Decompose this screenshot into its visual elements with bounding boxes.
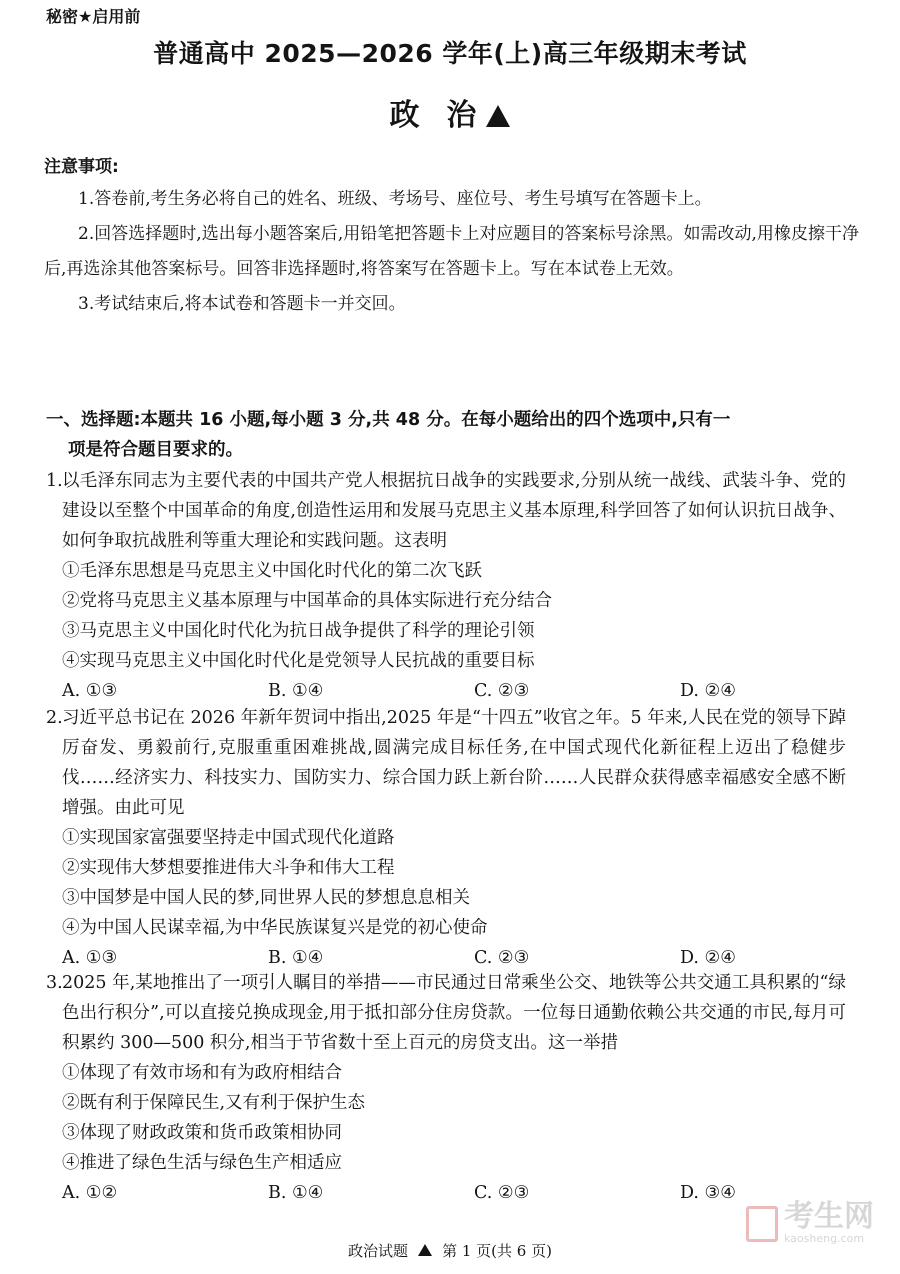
triangle-icon [486, 105, 510, 127]
triangle-icon [418, 1244, 432, 1256]
option-c: C. ②③ [474, 681, 530, 701]
watermark-logo-icon [746, 1206, 778, 1242]
question-number: 3. [46, 973, 63, 993]
option-c: C. ②③ [474, 1183, 530, 1203]
watermark-url: kaosheng.com [784, 1232, 865, 1245]
question-stem [46, 466, 846, 556]
question-text: 习近平总书记在 2026 年新年贺词中指出,2025 年是“十四五”收官之年。5 年来,人民在党的领导下踔厉奋发、勇毅前行,克服重重困难挑战,圆满完成目标任务,在中国式现代化新征程上迈出了稳健步伐……经济实力、科技实力、国防实力、综合国力跃上新台阶……人民群众获得感幸福感安全感不断增强。由此可见 [62, 708, 846, 818]
question-text: 2025 年,某地推出了一项引人瞩目的举措——市民通过日常乘坐公交、地铁等公共交通工具积累的“绿色出行积分”,可以直接兑换成现金,用于抵扣部分住房贷款。一位每日通勤依赖公共交通的市民,每月可积累约 300—500 积分,相当于节省数十至上百元的房贷支出。这一举措 [62, 973, 846, 1053]
notice-item: 1.答卷前,考生务必将自己的姓名、班级、考场号、座位号、考生号填写在答题卡上。 [78, 189, 712, 209]
statement: ①实现国家富强要坚持走中国式现代化道路 [62, 828, 395, 848]
section-heading-line: 项是符合题目要求的。 [68, 440, 243, 460]
option-a: A. ①③ [62, 948, 118, 968]
option-b: B. ①④ [268, 681, 324, 701]
footer-subject: 政治试题 [348, 1242, 409, 1260]
statement: ①毛泽东思想是马克思主义中国化时代化的第二次飞跃 [62, 561, 482, 581]
question-text: 以毛泽东同志为主要代表的中国共产党人根据抗日战争的实践要求,分别从统一战线、武装斗争、党的建设以至整个中国革命的角度,创造性运用和发展马克思主义基本原理,科学回答了如何认识抗日战争、如何争取抗战胜利等重大理论和实践问题。这表明 [62, 471, 846, 551]
answer-options [46, 676, 846, 706]
option-d: D. ②④ [680, 948, 736, 968]
answer-options [46, 1178, 846, 1208]
option-a: A. ①③ [62, 681, 118, 701]
question-number: 1. [46, 471, 63, 491]
watermark-brand: 考生网 [784, 1199, 874, 1234]
page-footer [0, 1240, 900, 1261]
statement: ②既有利于保障民生,又有利于保护生态 [62, 1093, 366, 1113]
question-stem [46, 968, 846, 1058]
option-d: D. ②④ [680, 681, 736, 701]
statement: ②实现伟大梦想要推进伟大斗争和伟大工程 [62, 858, 395, 878]
watermark [746, 1199, 874, 1245]
section-heading [46, 405, 846, 465]
option-b: B. ①④ [268, 948, 324, 968]
footer-page: 第 1 页(共 6 页) [442, 1242, 552, 1260]
option-c: C. ②③ [474, 948, 530, 968]
watermark-text [784, 1199, 874, 1245]
subject-name: 政 治 [389, 98, 479, 133]
option-d: D. ③④ [680, 1183, 736, 1203]
option-a: A. ①② [62, 1183, 118, 1203]
statement: ④推进了绿色生活与绿色生产相适应 [62, 1153, 342, 1173]
question-2 [46, 703, 846, 973]
question-stem [46, 703, 846, 823]
statement: ③中国梦是中国人民的梦,同世界人民的梦想息息相关 [62, 888, 471, 908]
question-3 [46, 968, 846, 1208]
subject-title [0, 90, 900, 134]
statement: ②党将马克思主义基本原理与中国革命的具体实际进行充分结合 [62, 591, 552, 611]
secret-label: 秘密★启用前 [46, 7, 141, 26]
notice-item: 2.回答选择题时,选出每小题答案后,用铅笔把答题卡上对应题目的答案标号涂黑。如需改动,用橡皮擦干净后,再选涂其他答案标号。回答非选择题时,将答案写在答题卡上。写在本试卷上无效。 [44, 224, 859, 279]
statement: ④实现马克思主义中国化时代化是党领导人民抗战的重要目标 [62, 651, 535, 671]
question-1 [46, 466, 846, 706]
notice-item: 3.考试结束后,将本试卷和答题卡一并交回。 [78, 294, 406, 314]
statement: ③体现了财政政策和货币政策相协同 [62, 1123, 342, 1143]
exam-title: 普通高中 2025—2026 学年(上)高三年级期末考试 [153, 39, 747, 68]
statement: ④为中国人民谋幸福,为中华民族谋复兴是党的初心使命 [62, 918, 488, 938]
statement: ①体现了有效市场和有为政府相结合 [62, 1063, 342, 1083]
option-b: B. ①④ [268, 1183, 324, 1203]
statement: ③马克思主义中国化时代化为抗日战争提供了科学的理论引领 [62, 621, 535, 641]
question-number: 2. [46, 708, 63, 728]
notice-heading: 注意事项: [44, 157, 119, 177]
notice-list [44, 182, 859, 322]
section-heading-line: 一、选择题:本题共 16 小题,每小题 3 分,共 48 分。在每小题给出的四个选项中,只有一 [46, 410, 731, 430]
